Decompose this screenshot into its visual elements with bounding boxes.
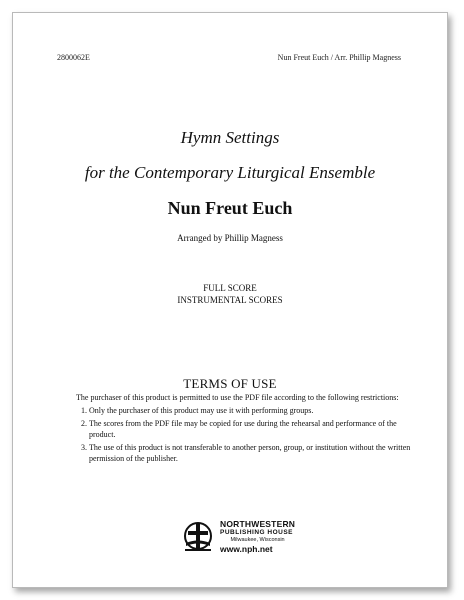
publisher-url: www.nph.net	[220, 544, 273, 554]
terms-item: 1. Only the purchaser of this product may use it with performing groups.	[89, 406, 416, 417]
terms-body	[76, 393, 416, 467]
catalog-number: 2800062E	[57, 53, 90, 62]
contents-list	[13, 282, 447, 306]
cross-emblem-icon	[182, 521, 214, 553]
series-title-line2: for the Contemporary Liturgical Ensemble	[84, 163, 376, 182]
document-page	[12, 12, 448, 588]
terms-item: 3. The use of this product is not transferable to another person, group, or institution without the written permission of the publisher.	[89, 443, 416, 464]
publisher-name: NORTHWESTERN	[220, 519, 296, 529]
terms-intro: The purchaser of this product is permitted to use the PDF file according to the following restrictions:	[76, 393, 399, 402]
running-title: Nun Freut Euch / Arr. Phillip Magness	[277, 53, 401, 62]
terms-item: 2. The scores from the PDF file may be copied for use during the rehearsal and performance of the product.	[89, 419, 416, 440]
publisher-text	[220, 520, 295, 554]
terms-list	[76, 406, 416, 465]
publisher-logo	[182, 520, 295, 554]
arranger-credit: Arranged by Phillip Magness	[177, 233, 283, 243]
contents-item-full-score: FULL SCORE	[203, 283, 257, 293]
publisher-city: Milwaukee, Wisconsin	[230, 537, 285, 543]
terms-heading: TERMS OF USE	[183, 376, 277, 391]
hymn-title: Nun Freut Euch	[167, 198, 293, 218]
series-title-line1: Hymn Settings	[180, 128, 280, 147]
contents-item-instrumental-scores: INSTRUMENTAL SCORES	[177, 295, 283, 305]
publisher-name2: PUBLISHING HOUSE	[220, 529, 294, 536]
